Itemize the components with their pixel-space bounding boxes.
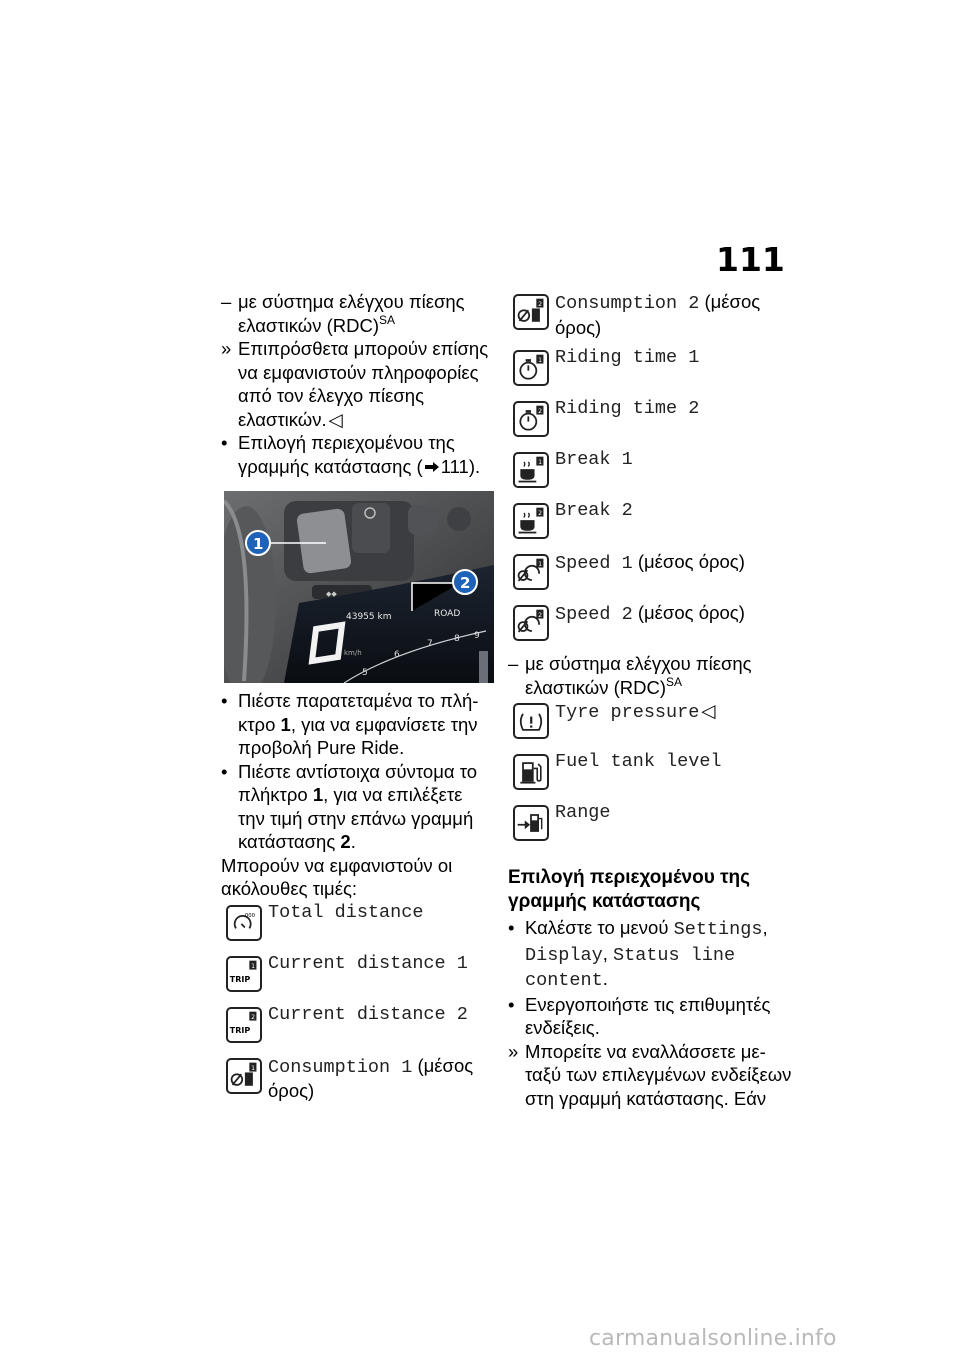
rdc-condition: – με σύστημα ελέγχου πίεσης — [221, 291, 465, 312]
svg-text:000: 000 — [244, 912, 256, 919]
bullet-item: • Καλέστε το μενού Settings, — [508, 917, 768, 940]
svg-text:1: 1 — [251, 1064, 256, 1072]
svg-text:5: 5 — [362, 668, 368, 678]
riding-time1-icon — [513, 350, 549, 386]
bullet-item: • Πιέστε παρατεταμένα το πλή- — [221, 690, 479, 711]
bullet-marker: • — [221, 432, 228, 453]
svg-text:2: 2 — [538, 611, 543, 619]
value-item-speed-2: 2 Speed 2 (μέσος όρος) — [508, 601, 788, 652]
rdc-condition: – με σύστημα ελέγχου πίεσης — [508, 653, 752, 674]
value-item-riding-time-1: 1 Riding time 1 — [508, 346, 788, 397]
odometer-icon — [226, 905, 262, 941]
trip2-icon — [226, 1007, 262, 1043]
range-icon — [513, 805, 549, 841]
callout-1: 1 — [253, 535, 264, 553]
fuel-tank-icon — [513, 754, 549, 790]
svg-text:2: 2 — [251, 1013, 256, 1021]
callout-2: 2 — [460, 574, 471, 592]
riding-time2-icon — [513, 401, 549, 437]
result-marker: » — [221, 338, 232, 359]
value-item-fuel-tank-level: Fuel tank level — [508, 750, 788, 801]
value-item-break-2: 2 Break 2 — [508, 499, 788, 550]
svg-text:2: 2 — [538, 407, 543, 415]
speed-unit: km/h — [344, 649, 362, 657]
result-line: » Επιπρόσθετα μπορούν επίσης — [221, 338, 489, 359]
value-item-consumption-2: 2 Consumption 2 (μέσος όρος) — [508, 290, 788, 346]
value-item-speed-1: 1 Speed 1 (μέσος όρος) — [508, 550, 788, 601]
value-item-riding-time-2: 2 Riding time 2 — [508, 397, 788, 448]
speed2-icon — [513, 605, 549, 641]
menu-path-settings: Settings — [673, 919, 763, 940]
value-item-total-distance: 000 Total distance — [221, 901, 496, 952]
svg-text:7: 7 — [427, 639, 433, 649]
svg-text:6: 6 — [394, 650, 400, 660]
consumption1-icon — [226, 1058, 262, 1094]
svg-text:TRIP: TRIP — [229, 1025, 251, 1035]
watermark: carmanualsonline.info — [589, 1326, 837, 1351]
break1-icon — [513, 452, 549, 488]
value-item-consumption-1: 1 Consumption 1 (μέσος όρος) — [221, 1054, 496, 1110]
value-item-current-distance-2: TRIP 2 Current distance 2 — [221, 1003, 496, 1054]
end-mark-icon: ◁ — [701, 700, 716, 721]
break2-icon — [513, 503, 549, 539]
menu-path-status-line: Status line — [613, 944, 736, 966]
result-line: » Μπορείτε να εναλλάσσετε με- — [508, 1040, 766, 1062]
page-ref-arrow-icon — [425, 462, 439, 472]
menu-path-display: Display — [525, 944, 603, 966]
sa-superscript: SA — [379, 312, 396, 327]
svg-text:9: 9 — [474, 631, 480, 641]
handlebar-display-photo — [224, 491, 494, 683]
speed1-icon — [513, 554, 549, 590]
bullet-item: • Ενεργοποιήστε τις επιθυμητές — [508, 993, 771, 1015]
svg-text:1: 1 — [538, 560, 543, 568]
riding-mode-readout: ROAD — [434, 609, 461, 619]
right-column: 2 Consumption 2 (μέσος όρος) 1 Riding time 1 2 Riding time 2 1 Break 1 2 Break 2 1 Speed 1 (μέσος όρος) 2 Speed 2 (μέσος όρος) – με σύστημα ελέγχου πίεσης ελαστικών (RDC)$^{SA}$ Tyre pressure ◁ Fuel tank level Range Επιλογή περιεχομένου της γραμμής κατάστασης • Καλέστε το μενού Settings, Display, Status line content. • Ενεργοποιήστε τις επιθυμητές ενδείξεις. » Μπορείτε να εναλλάσσετε με- ταξύ των επιλεγμένων ενδείξεων στη γραμμή κατάστασης. Εάν — [508, 291, 792, 1109]
trip1-icon — [226, 956, 262, 992]
consumption2-icon — [513, 294, 549, 330]
svg-text:8: 8 — [454, 634, 460, 644]
svg-text:1: 1 — [251, 962, 256, 970]
svg-text:◆◆: ◆◆ — [326, 590, 337, 598]
bullet-item: • Επιλογή περιεχομένου της — [221, 432, 455, 453]
svg-text:1: 1 — [538, 458, 543, 466]
page-reference-link[interactable]: 111 — [440, 455, 469, 477]
section-heading: Επιλογή περιεχομένου της γραμμής κατάστασης — [508, 867, 751, 912]
tyre-pressure-icon — [513, 703, 549, 739]
svg-text:TRIP: TRIP — [229, 974, 251, 984]
value-item-tyre-pressure: Tyre pressure ◁ — [508, 699, 788, 750]
value-item-current-distance-1: TRIP 1 Current distance 1 — [221, 952, 496, 1003]
odometer-readout: 43955 km — [346, 612, 392, 622]
bullet-item: • Πιέστε αντίστοιχα σύντομα το — [221, 760, 478, 782]
value-item-range: Range — [508, 801, 788, 852]
left-column: – με σύστημα ελέγχου πίεσης ελαστικών (RDC)$^{SA}$ » Επιπρόσθετα μπορούν επίσης να εμφανιστούν πληροφορίες από τον έλεγχο πίεσης ελαστικών. ◁ • Επιλογή περιεχομένου της γραμμής κατάστασης ( 111). ◆◆ 43955 km ROAD km/h 5 6 7 8 9 1 2 • Πιέστε παρατεταμένα το πλή- κτρο 1, για να εμφανίσετε την προβολή Pure Ride. • Πιέστε αντίστοιχα σύντομα το πλήκτρο 1, για να επιλέξετε την τιμή στην επάνω γραμμή κατάστασης 2. Μπορούν να εμφανιστούν οι ακόλουθες τιμές: 000 Total distance TRIP 1 Current distance 1 TRIP 2 Current distance 2 1 Consumption 1 (μέσος όρος) — [221, 290, 496, 1110]
svg-text:2: 2 — [538, 509, 543, 517]
end-mark-icon: ◁ — [328, 408, 343, 430]
svg-text:2: 2 — [538, 300, 543, 308]
value-item-break-1: 1 Break 1 — [508, 448, 788, 499]
svg-text:1: 1 — [538, 356, 543, 364]
dash-marker: – — [221, 291, 232, 312]
page-number: 111 — [716, 240, 785, 279]
